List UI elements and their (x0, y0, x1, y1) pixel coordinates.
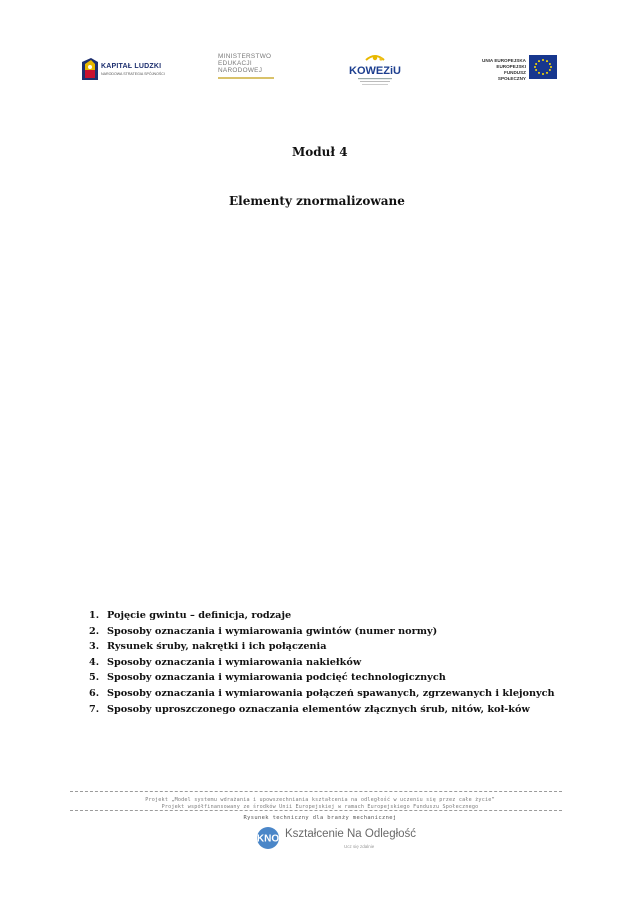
footer-project-line: Projekt „Model systemu wdrażania i upowszechniania kształcenia na odległość w uczeniu się przez całe życie” (145, 797, 495, 803)
eu-flag-icon (529, 55, 557, 79)
module-title: Elementy znormalizowane (229, 194, 405, 208)
toc-item (89, 686, 569, 702)
toc-item-text: Sposoby oznaczania i wymiarowania podcięć technologicznych (107, 672, 446, 684)
toc-item-text: Pojęcie gwintu – definicja, rodzaje (107, 610, 292, 621)
toc-item-text: Sposoby oznaczania i wymiarowania nakiełków (107, 656, 362, 668)
footer-funding-line: Projekt współfinansowany ze środków Unii Europejskiej w ramach Europejskiego Funduszu Społecznego (161, 804, 479, 810)
toc-item (89, 639, 569, 655)
ministerstwo-logo-underline (218, 77, 274, 79)
toc-item-number: 3. (89, 641, 100, 653)
toc-item-number: 5. (89, 672, 100, 684)
toc-item-text: Sposoby oznaczania i wymiarowania połączeń spawanych, zgrzewanych i klejonych (107, 687, 555, 699)
toc-item (89, 608, 569, 624)
footer-divider-top (70, 791, 562, 792)
toc-item-text: Sposoby uproszczonego oznaczania elementów złącznych śrub, nitów, koł-ków (107, 703, 530, 715)
kapital-ludzki-logo-icon (82, 58, 98, 80)
ministerstwo-logo-text: MINISTERSTWO EDUKACJI NARODOWEJ (218, 53, 272, 74)
svg-text:KOWEZiU: KOWEZiU (349, 65, 401, 77)
koweziu-logo-icon (344, 54, 406, 94)
kapital-ludzki-name: KAPITAŁ LUDZKI (101, 63, 162, 70)
ue-logo-text: UNIA EUROPEJSKA EUROPEJSKI FUNDUSZ SPOŁECZNY (482, 58, 526, 81)
toc-item (89, 624, 569, 640)
toc-item-number: 1. (89, 610, 100, 621)
kna-brand-name: Kształcenie Na Odległość (285, 828, 417, 840)
module-heading: Moduł 4 (292, 145, 348, 159)
toc-item (89, 702, 569, 718)
footer-course-name: Rysunek techniczny dla branży mechanicznej (243, 815, 397, 821)
toc-item-number: 4. (89, 656, 100, 668)
toc-item-text: Rysunek śruby, nakrętki i ich połączenia (107, 641, 327, 653)
kna-logo-icon (254, 826, 282, 850)
footer-divider-bottom (70, 810, 562, 811)
table-of-contents (89, 608, 569, 717)
toc-item (89, 655, 569, 671)
kna-brand-subtitle: Ucz się zdalnie (344, 844, 375, 849)
svg-text:KNO: KNO (256, 833, 280, 845)
kapital-ludzki-subtitle: NARODOWA STRATEGIA SPÓJNOŚCI (101, 72, 165, 76)
toc-item-number: 6. (89, 687, 100, 699)
toc-item-number: 2. (89, 625, 100, 637)
toc-item-number: 7. (89, 703, 100, 715)
toc-item-text: Sposoby oznaczania i wymiarowania gwintów (numer normy) (107, 625, 438, 637)
toc-item (89, 670, 569, 686)
